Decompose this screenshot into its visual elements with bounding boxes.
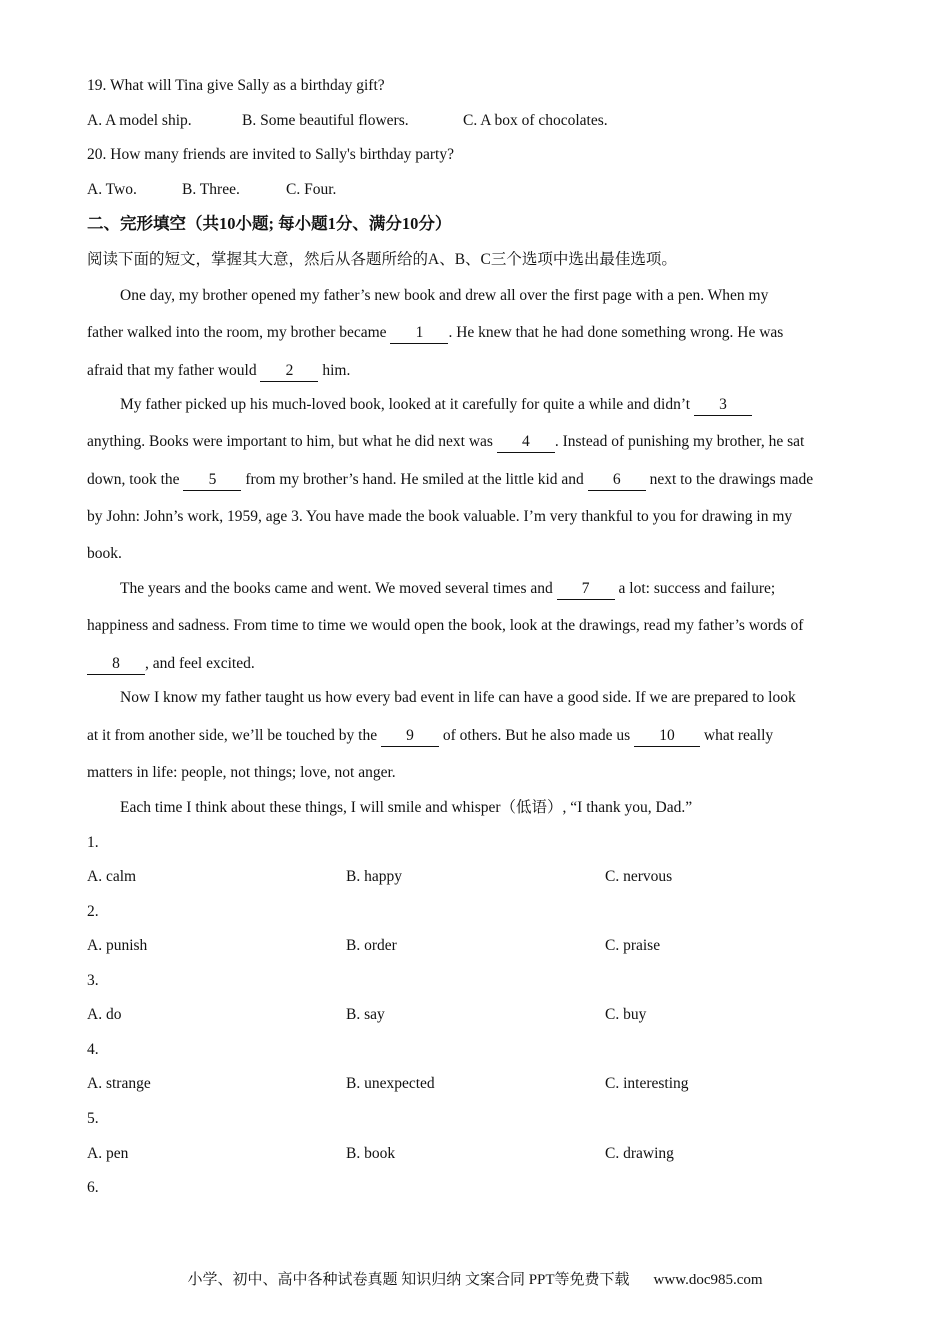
passage-p4-line2: at it from another side, we’ll be touched by the 9 of others. But he also made us 10 what really (87, 726, 773, 747)
passage-p3-line3: 8 , and feel excited. (87, 654, 255, 675)
blank-10: 10 (634, 726, 700, 747)
option-a: A. pen (87, 1145, 129, 1162)
question-number: 3. (87, 972, 99, 989)
option-b: B. happy (346, 868, 402, 885)
option-a: A. strange (87, 1075, 151, 1092)
footer-url[interactable]: www.doc985.com (653, 1272, 763, 1288)
question-number: 2. (87, 903, 99, 920)
passage-p4-line1: Now I know my father taught us how every bad event in life can have a good side. If we are prepared to look (120, 689, 796, 706)
section-instruction: 阅读下面的短文，掌握其大意，然后从各题所给的A、B、C三个选项中选出最佳选项。 (87, 251, 677, 268)
passage-p3-line2: happiness and sadness. From time to time we would open the book, look at the drawings, read my father’s words of (87, 617, 804, 634)
passage-p2-line3: down, took the 5 from my brother’s hand. He smiled at the little kid and 6 next to the drawings made (87, 470, 813, 491)
option-c: C. buy (605, 1006, 647, 1023)
option-b: B. say (346, 1006, 385, 1023)
option-a: A. Two. (87, 181, 137, 198)
blank-6: 6 (588, 470, 646, 491)
question-20: 20. How many friends are invited to Sally's birthday party? (87, 146, 454, 163)
option-b: B. book (346, 1145, 396, 1162)
page-footer (0, 1270, 950, 1290)
question-19: 19. What will Tina give Sally as a birthday gift? (87, 77, 385, 94)
option-a: A. do (87, 1006, 122, 1023)
footer-text: 小学、初中、高中各种试卷真题 知识归纳 文案合同 PPT等免费下载 (187, 1272, 630, 1288)
blank-1: 1 (390, 323, 448, 344)
option-c: C. nervous (605, 868, 673, 885)
question-number: 6. (87, 1179, 99, 1196)
question-20-options (87, 180, 336, 200)
passage-p5-line1: Each time I think about these things, I will smile and whisper（低语）, “I thank you, Dad.” (120, 799, 693, 816)
option-c: C. drawing (605, 1145, 674, 1162)
passage-p1-line2: father walked into the room, my brother became 1 . He knew that he had done something wrong. He was (87, 323, 783, 344)
option-a: A. calm (87, 868, 137, 885)
blank-3: 3 (694, 395, 752, 416)
section-title: 二、完形填空（共10小题; 每小题1分、满分10分） (87, 214, 452, 233)
blank-2: 2 (260, 361, 318, 382)
option-c: C. praise (605, 937, 661, 954)
option-b: B. Some beautiful flowers. (242, 112, 409, 129)
passage-p2-line2: anything. Books were important to him, but what he did next was 4 . Instead of punishing my brother, he sat (87, 432, 804, 453)
blank-8: 8 (87, 654, 145, 675)
option-b: B. unexpected (346, 1075, 435, 1092)
passage-p3-line1: The years and the books came and went. We moved several times and 7 a lot: success and failure; (120, 579, 775, 600)
option-b: B. order (346, 937, 397, 954)
question-number: 1. (87, 834, 99, 851)
blank-9: 9 (381, 726, 439, 747)
blank-4: 4 (497, 432, 555, 453)
passage-p2-line4: by John: John’s work, 1959, age 3. You have made the book valuable. I’m very thankful to you for drawing in my (87, 508, 793, 525)
question-19-options (87, 111, 608, 131)
question-number: 5. (87, 1110, 99, 1127)
option-a: A. punish (87, 937, 148, 954)
blank-5: 5 (183, 470, 241, 491)
question-number: 4. (87, 1041, 99, 1058)
blank-7: 7 (557, 579, 615, 600)
passage-p1-line3: afraid that my father would 2 him. (87, 361, 350, 382)
passage-p2-line5: book. (87, 545, 122, 562)
option-b: B. Three. (182, 181, 240, 198)
option-a: A. A model ship. (87, 112, 192, 129)
passage-p4-line3: matters in life: people, not things; love, not anger. (87, 764, 396, 781)
passage-p2-line1: My father picked up his much-loved book, looked at it carefully for quite a while and didn’t 3 (120, 395, 752, 416)
passage-p1-line1: One day, my brother opened my father’s new book and drew all over the first page with a pen. When my (120, 287, 769, 304)
option-c: C. A box of chocolates. (463, 112, 608, 129)
option-c: C. interesting (605, 1075, 689, 1092)
option-c: C. Four. (286, 181, 337, 198)
